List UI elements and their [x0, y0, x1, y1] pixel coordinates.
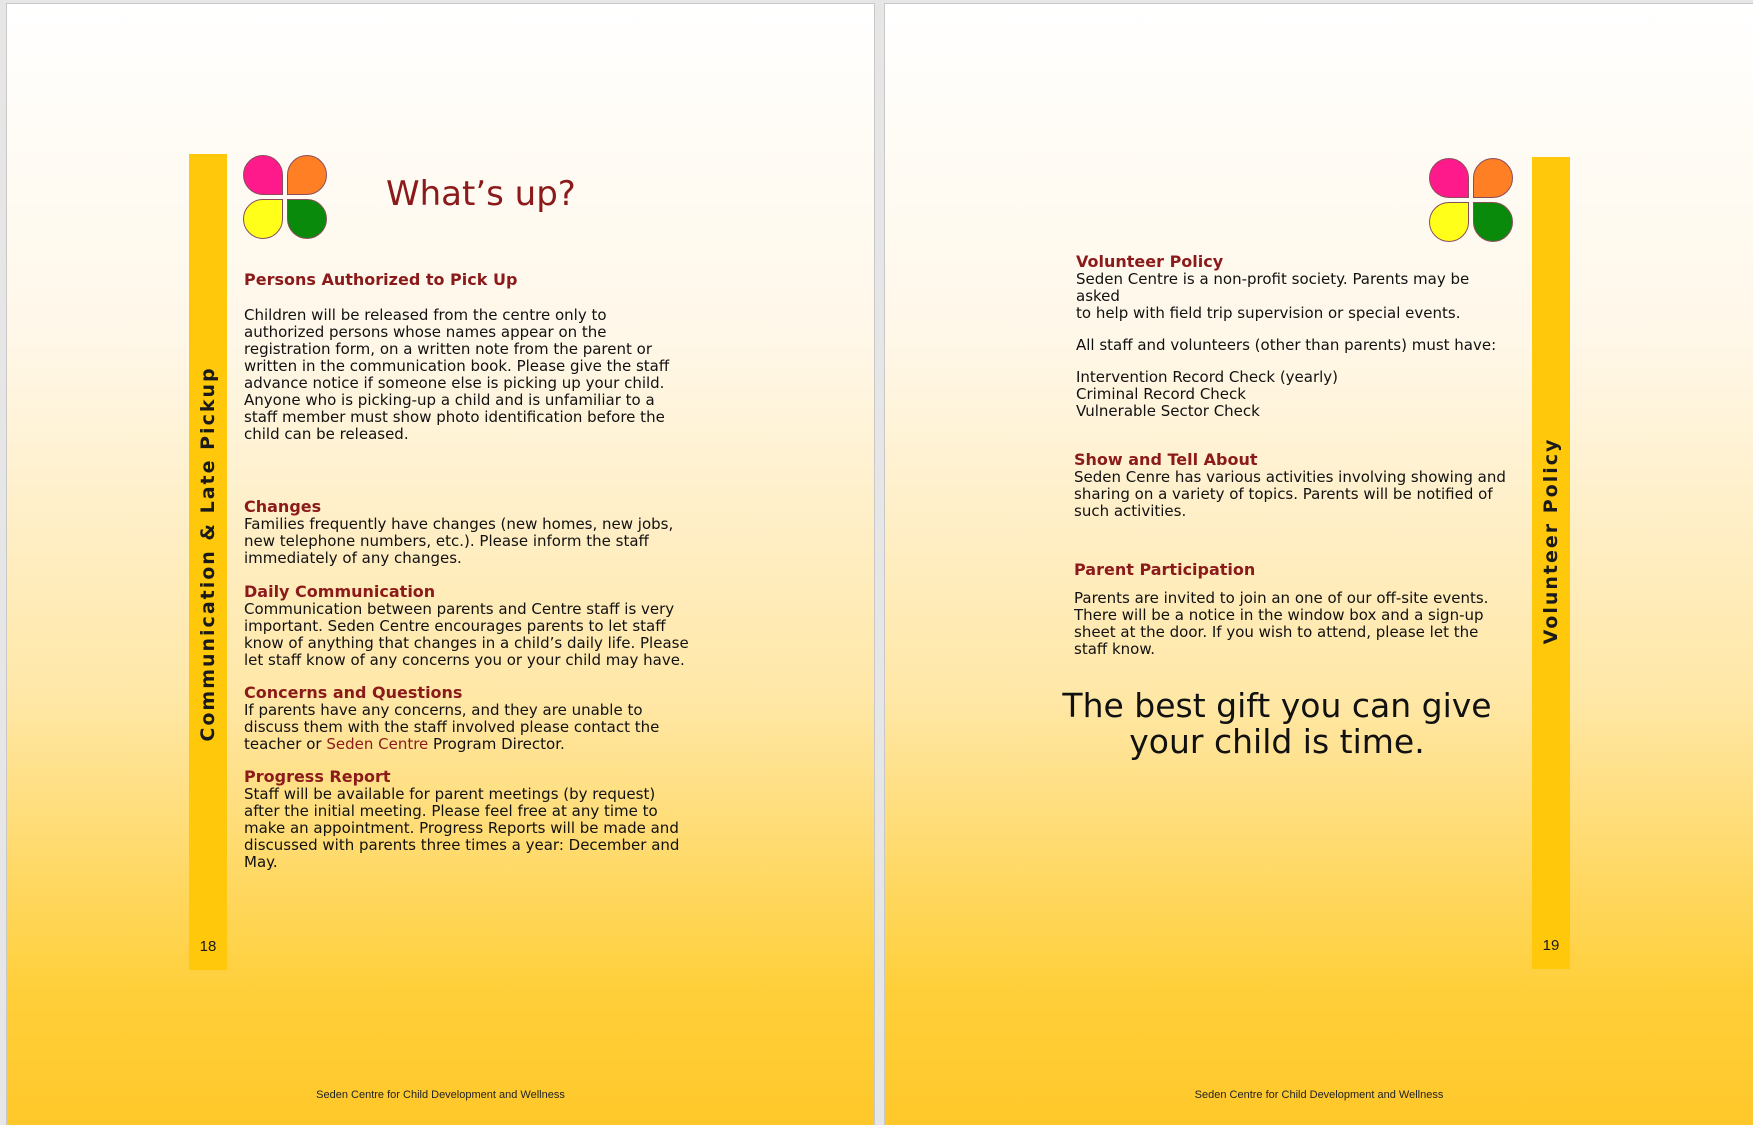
- check-item: Intervention Record Check (yearly): [1076, 368, 1339, 386]
- petal-pink: [243, 155, 283, 195]
- section-heading: Volunteer Policy: [1076, 252, 1224, 271]
- section-heading: Progress Report: [244, 767, 391, 786]
- section-heading: Show and Tell About: [1074, 450, 1258, 469]
- sidebar-label: Volunteer Policy: [1540, 437, 1562, 645]
- check-list: [1076, 369, 1516, 420]
- section-volunteer-policy: [1076, 253, 1516, 420]
- check-item: Vulnerable Sector Check: [1076, 402, 1260, 420]
- page-title: What’s up?: [386, 174, 576, 214]
- section-body: Communication between parents and Centre staff is very important. Seden Centre encourages parents to let staff know of anything that changes in a child’s daily life. Please let staff know of any concerns you or your child may have.: [244, 600, 689, 669]
- brand-name: Seden Centre: [326, 735, 429, 753]
- section-body: Parents are invited to join an one of our off-site events. There will be a notice in the window box and a sign-up sheet at the door. If you wish to attend, please let the staff know.: [1074, 589, 1489, 658]
- section-persons-authorized: [244, 271, 684, 443]
- section-heading: Parent Participation: [1074, 560, 1256, 579]
- section-body: Children will be released from the centre only to authorized persons whose names appear on the registration form, on a written note from the parent or written in the communication book. Please give the staff advance notice if someone else is picking up your child. Anyone who is picking-up a child and is unfamiliar to a staff member must show photo identification before the child can be released.: [244, 306, 670, 443]
- page-number: 19: [1542, 937, 1560, 954]
- petal-green: [1473, 202, 1513, 242]
- check-item: Criminal Record Check: [1076, 385, 1246, 403]
- page-18: [7, 4, 874, 1125]
- page-footer: Seden Centre for Child Development and Wellness: [316, 1089, 565, 1101]
- section-body: Staff will be available for parent meetings (by request) after the initial meeting. Please feel free at any time to make an appointment. Progress Reports will be made and discussed with parents three times a year: December and May.: [244, 785, 680, 871]
- section-body: Seden Centre is a non-profit society. Parents may be asked to help with field trip supervision or special events.: [1076, 270, 1470, 322]
- section-progress-report: [244, 768, 694, 871]
- section-body: [244, 702, 684, 753]
- section-heading: Daily Communication: [244, 582, 436, 601]
- sidebar-bar: [189, 154, 227, 970]
- four-petal-flower-icon: [243, 155, 333, 245]
- page-19: [885, 4, 1753, 1125]
- four-petal-flower-icon: [1429, 158, 1519, 248]
- petal-yellow: [1429, 202, 1469, 242]
- sidebar-bar: [1532, 157, 1570, 969]
- body-text-part: If parents have any concerns, and they are unable to discuss them with the staff involved please contact the teacher or: [244, 701, 660, 753]
- petal-orange: [1473, 158, 1513, 198]
- petal-yellow: [243, 199, 283, 239]
- page-footer: Seden Centre for Child Development and Wellness: [1194, 1089, 1444, 1101]
- section-show-and-tell: [1074, 451, 1514, 520]
- quote: The best gift you can give your child is time.: [1062, 686, 1492, 761]
- page-number: 18: [199, 938, 217, 955]
- section-changes: [244, 498, 684, 567]
- section-heading: Changes: [244, 497, 322, 516]
- petal-green: [287, 199, 327, 239]
- section-heading: Persons Authorized to Pick Up: [244, 270, 518, 289]
- petal-pink: [1429, 158, 1469, 198]
- section-body: Seden Cenre has various activities involving showing and sharing on a variety of topics. Parents will be notified of such activities.: [1074, 468, 1506, 520]
- section-parent-participation: [1074, 561, 1514, 658]
- section-heading: Concerns and Questions: [244, 683, 463, 702]
- sidebar-label: Communication & Late Pickup: [197, 366, 219, 742]
- section-daily-communication: [244, 583, 694, 669]
- section-body: Families frequently have changes (new homes, new jobs, new telephone numbers, etc.). Please inform the staff immediately of any changes.: [244, 515, 674, 567]
- petal-orange: [287, 155, 327, 195]
- body-text-part: Program Director.: [428, 735, 565, 753]
- section-body-requirements: All staff and volunteers (other than parents) must have:: [1076, 336, 1497, 354]
- section-concerns: [244, 684, 684, 753]
